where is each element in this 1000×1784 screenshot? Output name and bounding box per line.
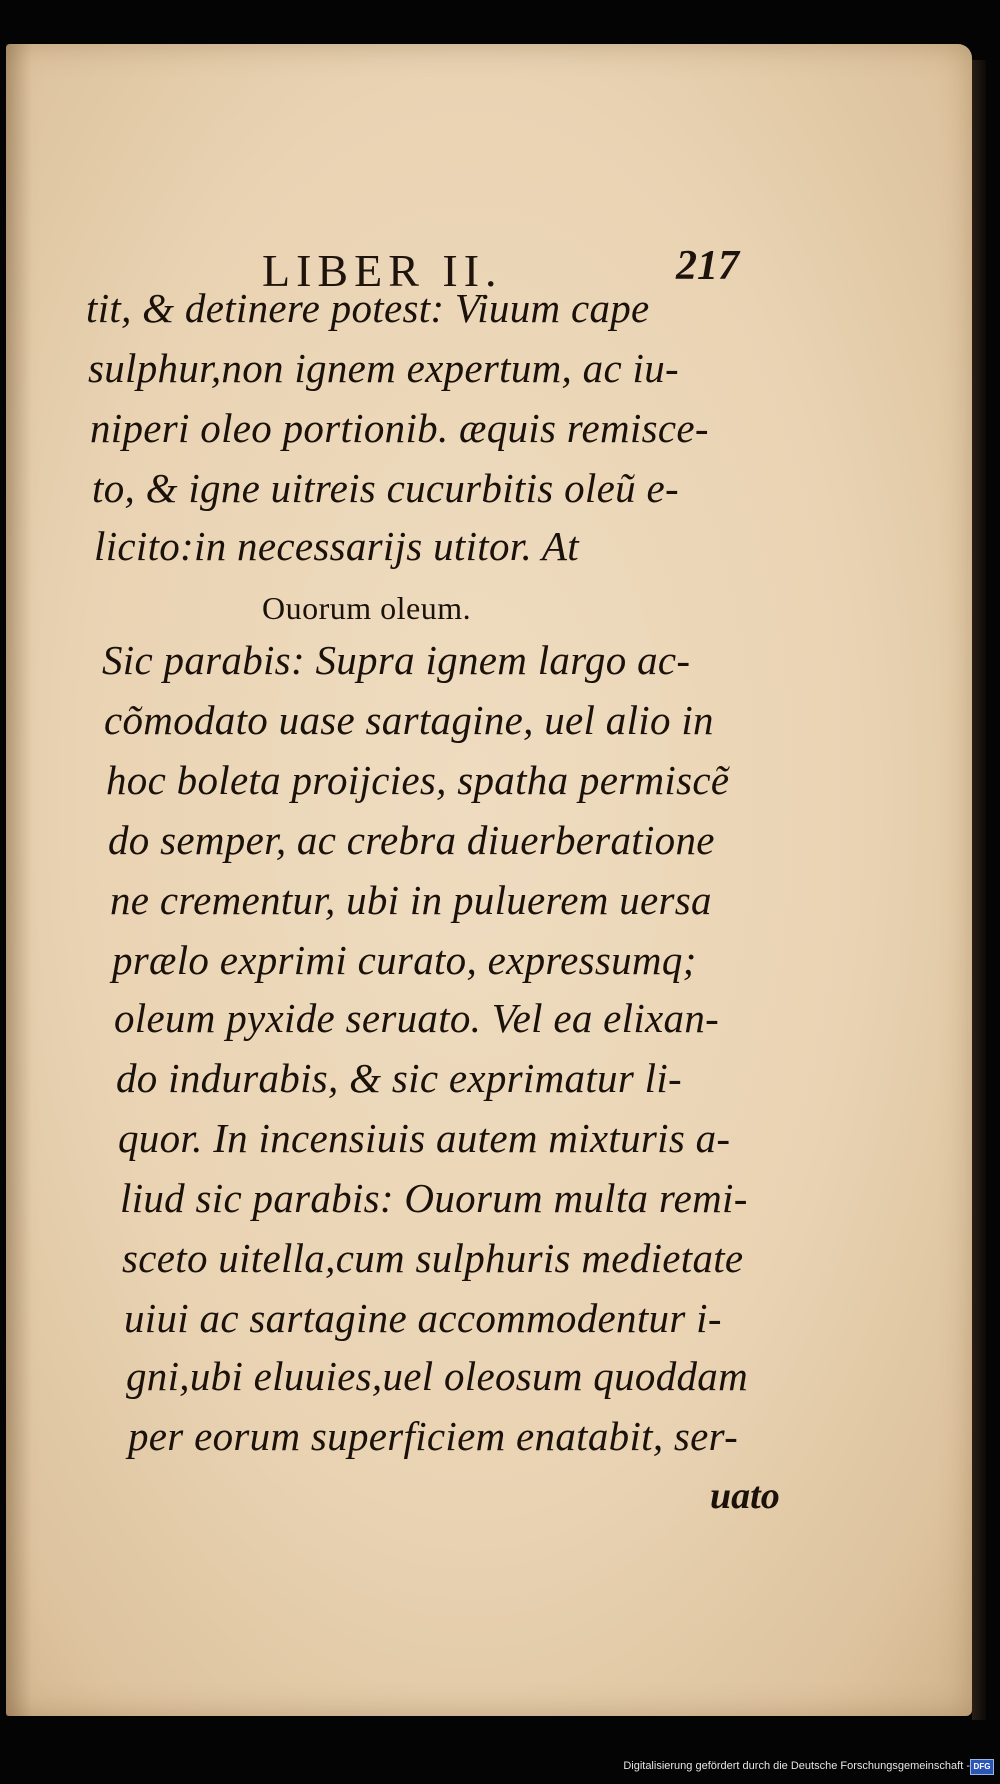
text-line: uiui ac sartagine accommodentur i- — [124, 1295, 722, 1341]
text-line: cõmodato uase sartagine, uel alio in — [104, 697, 714, 743]
text-line: hoc boleta proijcies, spatha permiscẽ — [106, 757, 730, 803]
text-line: gni,ubi eluuies,uel oleosum quoddam — [126, 1353, 749, 1399]
text-line: do semper, ac crebra diuerberatione — [108, 817, 715, 863]
text-line: per eorum superficiem enatabit, ser- — [128, 1413, 739, 1459]
book-page — [6, 44, 972, 1716]
text-line: oleum pyxide seruato. Vel ea elixan- — [114, 995, 720, 1041]
text-line: liud sic parabis: Ouorum multa remi- — [120, 1175, 748, 1221]
digitization-footer — [0, 1752, 1000, 1784]
text-block — [6, 44, 972, 1716]
text-line: do indurabis, & sic exprimatur li- — [116, 1055, 682, 1101]
text-line: Sic parabis: Supra ignem largo ac- — [102, 637, 691, 683]
text-line: to, & igne uitreis cucurbitis oleũ e- — [92, 465, 679, 511]
book-edge — [972, 60, 986, 1720]
text-line: niperi oleo portionib. æquis remisce- — [90, 405, 709, 451]
text-line: prælo exprimi curato, expressumq; — [112, 937, 697, 983]
running-title: LIBER II. — [262, 245, 503, 296]
text-line: ne crementur, ubi in puluerem uersa — [110, 877, 712, 923]
funding-credit: Digitalisierung gefördert durch die Deutsche Forschungsgemeinschaft - — [623, 1760, 970, 1772]
text-line: licito:in necessarijs utitor. At — [94, 523, 579, 569]
text-line: tit, & detinere potest: Viuum cape — [86, 285, 650, 331]
section-heading: Ouorum oleum. — [262, 590, 472, 626]
catchword: uato — [710, 1475, 780, 1517]
page-number: 217 — [676, 243, 739, 289]
text-line: quor. In incensiuis autem mixturis a- — [118, 1115, 731, 1161]
dfg-logo-icon: DFG — [970, 1759, 994, 1775]
text-line: sceto uitella,cum sulphuris medietate — [122, 1235, 744, 1281]
text-line: sulphur,non ignem expertum, ac iu- — [88, 345, 679, 391]
